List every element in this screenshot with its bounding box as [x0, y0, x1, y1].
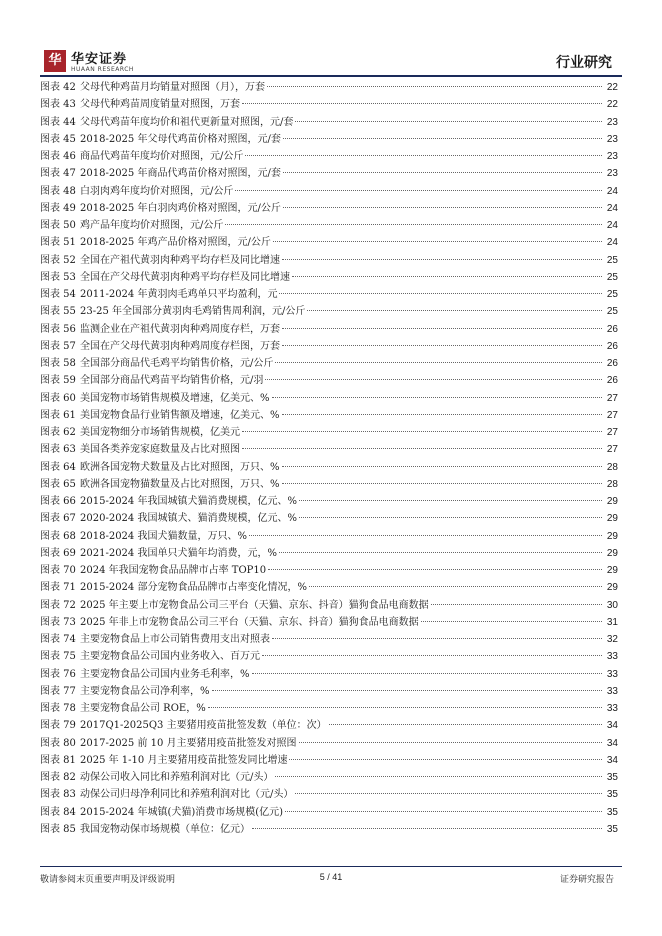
toc-entry-page: 33 [606, 685, 618, 697]
toc-dot-leader [329, 724, 602, 725]
toc-dot-leader [282, 483, 602, 484]
toc-entry-title: 2018-2024 我国犬猫数量，万只、% [80, 530, 247, 542]
toc-dot-leader [283, 172, 602, 173]
toc-entry-title: 2021-2024 我国单只犬猫年均消费，元，% [80, 547, 277, 559]
toc-entry-page: 34 [606, 720, 618, 732]
toc-dot-leader [431, 604, 602, 605]
toc-entry-page: 23 [606, 168, 618, 180]
toc-entry-label: 图表 80 [40, 737, 76, 749]
toc-dot-leader [275, 362, 602, 363]
toc-entry-label: 图表 66 [40, 496, 76, 507]
toc-entry-label: 图表 79 [40, 720, 76, 732]
toc-entry-page: 34 [606, 754, 618, 766]
toc-entry-page: 27 [606, 444, 618, 456]
toc-entry-page: 29 [606, 582, 618, 594]
toc-entry-page: 29 [606, 530, 618, 542]
toc-entry-label: 图表 50 [40, 220, 76, 231]
toc-entry-page: 23 [606, 151, 618, 162]
toc-entry-label: 图表 62 [40, 427, 76, 438]
toc-entry-title: 商品代鸡苗年度均价对照图，元/公斤 [80, 151, 244, 162]
footer-divider [40, 866, 622, 867]
toc-entry-title: 全国部分商品代鸡苗平均销售价格，元/羽 [80, 375, 264, 387]
header-divider [40, 75, 622, 77]
toc-entry-label: 图表 76 [40, 668, 76, 680]
toc-entry-label: 图表 82 [40, 772, 76, 783]
toc-entry[interactable] [40, 666, 618, 683]
toc-entry-label: 图表 59 [40, 375, 76, 387]
toc-entry-title: 全国部分商品代毛鸡平均销售价格，元/公斤 [80, 358, 274, 369]
toc-entry-label: 图表 85 [40, 823, 76, 835]
toc-dot-leader [282, 328, 602, 329]
toc-entry-page: 26 [606, 358, 618, 369]
toc-entry-page: 25 [606, 289, 618, 300]
toc-entry-page: 29 [606, 513, 618, 525]
toc-entry-label: 图表 78 [40, 703, 76, 714]
toc-entry-page: 29 [606, 496, 618, 507]
toc-entry-label: 图表 75 [40, 651, 76, 663]
logo-english-name: HUAAN RESEARCH [71, 66, 134, 73]
toc-entry[interactable] [40, 321, 618, 338]
toc-entry-page: 27 [606, 409, 618, 421]
toc-entry[interactable] [40, 96, 618, 113]
toc-dot-leader [272, 397, 602, 398]
toc-entry[interactable] [40, 510, 618, 527]
toc-dot-leader [225, 224, 602, 225]
toc-entry[interactable] [40, 752, 618, 769]
toc-entry-title: 主要宠物食品公司净利率，% [80, 685, 210, 697]
logo-chinese-name: 华安证券 [71, 52, 128, 67]
toc-dot-leader [267, 86, 602, 87]
footer-disclaimer: 敬请参阅末页重要声明及评级说明 [40, 875, 176, 885]
toc-entry[interactable] [40, 459, 618, 476]
toc-dot-leader [252, 673, 602, 674]
toc-entry-label: 图表 56 [40, 323, 76, 335]
toc-entry-label: 图表 71 [40, 582, 76, 594]
toc-entry-page: 24 [606, 237, 618, 249]
page-number: 5 / 41 [319, 872, 343, 882]
toc-entry[interactable] [40, 200, 618, 217]
toc-entry-page: 25 [606, 254, 618, 266]
toc-dot-leader [268, 569, 602, 570]
toc-dot-leader [309, 586, 602, 587]
toc-entry[interactable] [40, 390, 618, 407]
toc-entry-label: 图表 58 [40, 358, 76, 369]
toc-entry-page: 31 [606, 616, 618, 628]
toc-entry[interactable] [40, 148, 618, 165]
toc-dot-leader [282, 259, 602, 260]
toc-entry-label: 图表 43 [40, 99, 76, 111]
toc-entry-title: 欧洲各国宠物犬数量及占比对照图，万只、% [80, 461, 280, 473]
toc-entry-title: 主要宠物食品上市公司销售费用支出对照表 [80, 634, 270, 645]
toc-entry[interactable] [40, 407, 618, 424]
toc-entry[interactable] [40, 717, 618, 734]
toc-entry-title: 主要宠物食品公司 ROE，% [80, 703, 206, 714]
toc-entry-label: 图表 73 [40, 616, 76, 628]
toc-entry-label: 图表 52 [40, 254, 76, 266]
toc-entry-page: 33 [606, 668, 618, 680]
toc-entry[interactable] [40, 114, 618, 131]
toc-dot-leader [273, 241, 602, 242]
toc-entry-label: 图表 55 [40, 306, 76, 318]
toc-entry-label: 图表 54 [40, 289, 76, 300]
toc-entry-label: 图表 83 [40, 789, 76, 801]
toc-entry-page: 27 [606, 427, 618, 438]
toc-entry-label: 图表 81 [40, 754, 76, 766]
toc-entry-label: 图表 60 [40, 392, 76, 404]
page-header [0, 0, 662, 72]
toc-entry-page: 23 [606, 133, 618, 145]
toc-entry-label: 图表 48 [40, 185, 76, 197]
toc-entry-title: 欧洲各国宠物猫数量及占比对照图，万只、% [80, 478, 280, 490]
toc-dot-leader [299, 500, 602, 501]
toc-entry-label: 图表 70 [40, 565, 76, 576]
toc-entry[interactable] [40, 424, 618, 441]
toc-entry[interactable] [40, 476, 618, 493]
toc-entry-label: 图表 45 [40, 133, 76, 145]
toc-entry-title: 23-25 年全国部分黄羽肉毛鸡销售周利润，元/公斤 [80, 306, 306, 318]
toc-dot-leader [282, 414, 602, 415]
toc-dot-leader [279, 552, 602, 553]
toc-entry-title: 父母代鸡苗年度均价和祖代更新量对照图，元/套 [80, 116, 294, 128]
toc-dot-leader [272, 638, 602, 639]
toc-entry-title: 美国宠物细分市场销售规模，亿美元 [80, 427, 240, 438]
toc-dot-leader [279, 293, 602, 294]
toc-dot-leader [252, 828, 602, 829]
toc-entry-page: 33 [606, 703, 618, 714]
toc-entry-label: 图表 57 [40, 340, 76, 352]
toc-entry[interactable] [40, 648, 618, 665]
toc-entry-page: 26 [606, 323, 618, 335]
toc-entry-title: 2018-2025 年父母代鸡苗价格对照图，元/套 [80, 133, 281, 145]
toc-entry-label: 图表 47 [40, 168, 76, 180]
toc-dot-leader [262, 655, 602, 656]
toc-entry[interactable] [40, 338, 618, 355]
toc-entry-title: 2020-2024 我国城镇犬、猫消费规模，亿元、% [80, 513, 297, 525]
toc-entry-title: 2017-2025 前 10 月主要猪用疫苗批签发对照图 [80, 737, 297, 749]
toc-entry-title: 2018-2025 年鸡产品价格对照图，元/公斤 [80, 237, 271, 249]
toc-entry-title: 动保公司归母净利同比和养殖利润对比（元/头） [80, 789, 294, 801]
toc-dot-leader [212, 690, 602, 691]
toc-entry-label: 图表 74 [40, 634, 76, 645]
toc-entry-title: 2015-2024 年我国城镇犬猫消费规模，亿元、% [80, 496, 297, 507]
toc-entry[interactable] [40, 545, 618, 562]
toc-entry-title: 美国各类养宠家庭数量及占比对照图 [80, 444, 240, 456]
toc-entry-title: 2025 年 1-10 月主要猪用疫苗批签发同比增速 [80, 754, 288, 766]
toc-entry-label: 图表 61 [40, 409, 76, 421]
toc-entry-title: 白羽肉鸡年度均价对照图，元/公斤 [80, 185, 234, 197]
toc-entry-label: 图表 42 [40, 82, 76, 93]
toc-dot-leader [295, 121, 602, 122]
toc-entry-title: 美国宠物市场销售规模及增速，亿美元、% [80, 392, 270, 404]
toc-dot-leader [289, 759, 602, 760]
toc-entry-page: 27 [606, 392, 618, 404]
toc-entry-title: 2025 年非上市宠物食品公司三平台（天猫、京东、抖音）猫狗食品电商数据 [80, 616, 419, 628]
toc-dot-leader [242, 431, 602, 432]
toc-entry-page: 22 [606, 82, 618, 93]
toc-dot-leader [295, 793, 602, 794]
toc-entry[interactable] [40, 79, 618, 96]
toc-entry[interactable] [40, 804, 618, 821]
toc-entry-title: 2024 年我国宠物食品品牌市占率 TOP10 [80, 565, 267, 576]
toc-entry[interactable] [40, 631, 618, 648]
toc-entry-title: 2015-2024 年城镇(犬猫)消费市场规模(亿元) [80, 806, 284, 818]
toc-entry-label: 图表 69 [40, 547, 76, 559]
toc-entry-label: 图表 84 [40, 806, 76, 818]
toc-entry[interactable] [40, 165, 618, 182]
toc-entry[interactable] [40, 786, 618, 803]
toc-entry-title: 监测企业在产祖代黄羽肉种鸡周度存栏，万套 [80, 323, 280, 335]
toc-dot-leader [265, 379, 602, 380]
toc-entry-label: 图表 77 [40, 685, 76, 697]
toc-entry-label: 图表 68 [40, 530, 76, 542]
toc-entry-label: 图表 46 [40, 151, 76, 162]
toc-dot-leader [421, 621, 602, 622]
toc-entry-title: 鸡产品年度均价对照图，元/公斤 [80, 220, 224, 231]
toc-entry[interactable] [40, 735, 618, 752]
toc-entry-title: 父母代种鸡苗周度销量对照图，万套 [80, 99, 240, 111]
toc-entry-page: 29 [606, 565, 618, 576]
toc-entry[interactable] [40, 303, 618, 320]
toc-entry-title: 2017Q1-2025Q3 主要猪用疫苗批签发数（单位：次） [80, 720, 327, 732]
toc-dot-leader [285, 811, 602, 812]
toc-entry-title: 动保公司收入同比和养殖利润对比（元/头） [80, 772, 274, 783]
toc-entry-title: 美国宠物食品行业销售额及增速，亿美元、% [80, 409, 280, 421]
toc-entry-title: 2015-2024 部分宠物食品品牌市占率变化情况，% [80, 582, 307, 594]
toc-entry-label: 图表 53 [40, 271, 76, 283]
toc-dot-leader [235, 190, 602, 191]
toc-dot-leader [283, 138, 602, 139]
toc-entry-page: 23 [606, 116, 618, 128]
toc-entry[interactable] [40, 683, 618, 700]
toc-entry-label: 图表 63 [40, 444, 76, 456]
toc-entry[interactable] [40, 441, 618, 458]
toc-entry[interactable] [40, 355, 618, 372]
toc-entry-title: 2018-2025 年商品代鸡苗价格对照图，元/套 [80, 168, 281, 180]
toc-entry-title: 2018-2025 年白羽肉鸡价格对照图，元/公斤 [80, 202, 281, 214]
toc-entry-page: 24 [606, 220, 618, 231]
toc-entry[interactable] [40, 528, 618, 545]
toc-entry-title: 我国宠物动保市场规模（单位：亿元） [80, 823, 250, 835]
toc-dot-leader [282, 466, 602, 467]
toc-entry[interactable] [40, 493, 618, 510]
toc-entry[interactable] [40, 700, 618, 717]
toc-entry[interactable] [40, 614, 618, 631]
toc-entry-label: 图表 67 [40, 513, 76, 525]
figure-index-list [40, 79, 618, 838]
toc-entry-page: 26 [606, 340, 618, 352]
toc-entry-label: 图表 51 [40, 237, 76, 249]
toc-entry-title: 2025 年主要上市宠物食品公司三平台（天猫、京东、抖音）猫狗食品电商数据 [80, 599, 429, 611]
toc-dot-leader [242, 103, 602, 104]
footer-report-type: 证券研究报告 [559, 875, 614, 885]
toc-entry[interactable] [40, 372, 618, 389]
toc-entry-title: 全国在产祖代黄羽肉种鸡平均存栏及同比增速 [80, 254, 280, 266]
toc-dot-leader [208, 707, 602, 708]
toc-entry-page: 35 [606, 806, 618, 818]
toc-entry-title: 全国在产父母代黄羽肉种鸡平均存栏及同比增速 [80, 271, 290, 283]
toc-entry[interactable] [40, 769, 618, 786]
toc-entry[interactable] [40, 562, 618, 579]
toc-entry[interactable] [40, 597, 618, 614]
toc-entry-page: 26 [606, 375, 618, 387]
toc-entry[interactable] [40, 252, 618, 269]
toc-entry-label: 图表 65 [40, 478, 76, 490]
toc-entry-title: 主要宠物食品公司国内业务毛利率，% [80, 668, 250, 680]
toc-entry-label: 图表 44 [40, 116, 76, 128]
toc-entry-page: 25 [606, 271, 618, 283]
toc-entry[interactable] [40, 131, 618, 148]
toc-entry-title: 主要宠物食品公司国内业务收入、百万元 [80, 651, 260, 663]
toc-dot-leader [307, 310, 602, 311]
toc-entry-page: 22 [606, 99, 618, 111]
toc-entry[interactable] [40, 579, 618, 596]
toc-entry[interactable] [40, 234, 618, 251]
toc-entry-page: 34 [606, 737, 618, 749]
toc-entry-page: 29 [606, 547, 618, 559]
toc-entry-page: 32 [606, 634, 618, 645]
toc-entry-title: 2011-2024 年黄羽肉毛鸡单只平均盈利，元 [80, 289, 278, 300]
toc-entry-page: 28 [606, 461, 618, 473]
toc-dot-leader [299, 742, 602, 743]
toc-entry-page: 25 [606, 306, 618, 318]
toc-dot-leader [299, 517, 602, 518]
toc-dot-leader [283, 207, 602, 208]
report-category-title: 行业研究 [556, 55, 612, 71]
toc-dot-leader [242, 448, 602, 449]
toc-entry-page: 30 [606, 599, 618, 611]
toc-entry-page: 28 [606, 478, 618, 490]
toc-entry-page: 24 [606, 202, 618, 214]
toc-entry[interactable] [40, 821, 618, 838]
toc-entry[interactable] [40, 217, 618, 234]
huaan-logo-icon: 华 [44, 50, 66, 72]
toc-dot-leader [282, 345, 602, 346]
toc-entry[interactable] [40, 183, 618, 200]
toc-dot-leader [245, 155, 602, 156]
toc-entry-page: 35 [606, 823, 618, 835]
toc-entry-page: 35 [606, 772, 618, 783]
toc-dot-leader [249, 535, 602, 536]
toc-entry[interactable] [40, 269, 618, 286]
toc-entry-label: 图表 64 [40, 461, 76, 473]
toc-entry[interactable] [40, 286, 618, 303]
toc-entry-title: 全国在产父母代黄羽肉种鸡周度存栏图，万套 [80, 340, 280, 352]
toc-dot-leader [275, 776, 602, 777]
toc-entry-page: 24 [606, 185, 618, 197]
toc-entry-page: 33 [606, 651, 618, 663]
toc-entry-page: 35 [606, 789, 618, 801]
toc-entry-title: 父母代种鸡苗月均销量对照图（月），万套 [80, 82, 265, 93]
toc-entry-label: 图表 72 [40, 599, 76, 611]
toc-entry-label: 图表 49 [40, 202, 76, 214]
toc-dot-leader [292, 276, 602, 277]
